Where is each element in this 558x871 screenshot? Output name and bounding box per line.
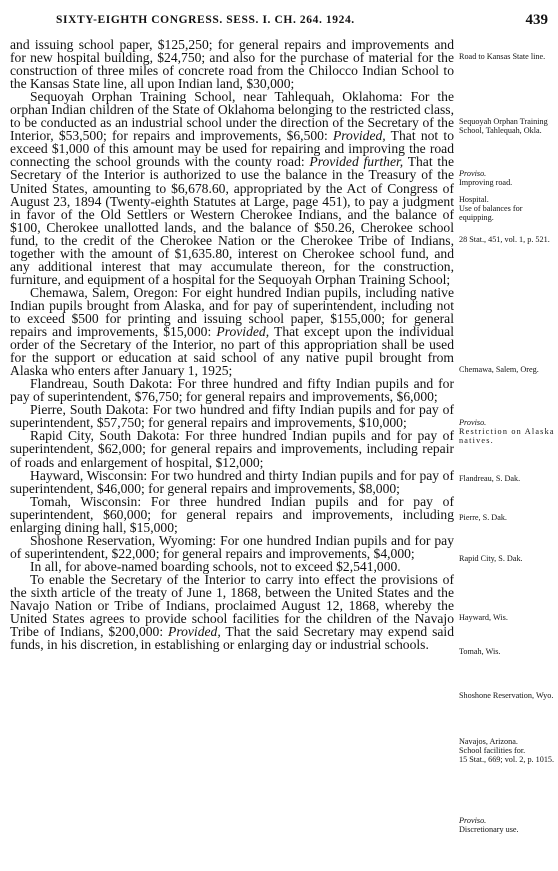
text-run: That not to exceed $1,000 of this amount may be used for repairing and improving the road connecting the school grounds with the county road: bbox=[10, 128, 454, 170]
text-run: Chemawa, Salem, Oregon: For eight hundred Indian pupils, including native Indian pupils brought from Alaska, and for pay of superintendent, including not to exceed $500 for printing and issuing school paper, $155,000; for general repairs and improvements, $15,000: bbox=[10, 284, 454, 340]
note-line: Tomah, Wis. bbox=[459, 647, 501, 656]
paragraph-tomah: Tomah, Wisconsin: For three hundred Indian pupils and for pay of superintendent, $60,000; for general repairs and improvements, including enlarging dining hall, $15,000; bbox=[10, 493, 454, 535]
text-run: To enable the Secretary of the Interior to carry into effect the provisions of the sixth article of the treaty of June 1, 1868, between the United States and the Navajo Nation or Tribe of Indians, proclaimed August 12, 1868, whereby the United States agrees to provide school facilities for the children of the Navajo Tribe of Indians, $200,000: bbox=[10, 571, 454, 640]
note-line: Discretionary use. bbox=[459, 824, 519, 834]
note-line: School facilities for. bbox=[459, 745, 526, 755]
margin-note-hayward bbox=[459, 614, 555, 623]
paragraph-hayward: Hayward, Wisconsin: For two hundred and thirty Indian pupils and for pay of superintendent, $46,000; for general repairs and improvements, $8,000; bbox=[10, 467, 454, 496]
note-line: Proviso. bbox=[459, 169, 487, 178]
proviso-term: Provided, bbox=[216, 324, 270, 340]
note-line: Rapid City, S. Dak. bbox=[459, 554, 523, 563]
note-line: Flandreau, S. Dak. bbox=[459, 474, 521, 483]
paragraph-flandreau: Flandreau, South Dakota: For three hundred and fifty Indian pupils and for pay of superintendent, $76,750; for general repairs and improvements, $6,000; bbox=[10, 376, 454, 405]
paragraph-navajo bbox=[10, 573, 454, 651]
margin-note-navajos bbox=[459, 738, 555, 764]
note-line: Use of balances for equipping. bbox=[459, 203, 523, 222]
note-line: 28 Stat., 451, vol. 1, p. 521. bbox=[459, 235, 550, 244]
note-line: Hayward, Wis. bbox=[459, 613, 508, 622]
note-line: Chemawa, Salem, Oreg. bbox=[459, 365, 539, 374]
running-title: SIXTY-EIGHTH CONGRESS. SESS. I. CH. 264. 1924. bbox=[56, 14, 355, 26]
note-line: Restriction on Alaska natives. bbox=[459, 426, 555, 445]
paragraph-shoshone: Shoshone Reservation, Wyoming: For one hundred Indian pupils and for pay of superintendent, $22,000; for general repairs and improvements, $4,000; bbox=[10, 532, 454, 561]
paragraph-total: In all, for above-named boarding schools, not to exceed $2,541,000. bbox=[30, 558, 401, 574]
paragraph-chemawa bbox=[10, 286, 454, 377]
paragraph-pierre: Pierre, South Dakota: For two hundred and fifty Indian pupils and for pay of superintendent, $57,750; for general repairs and improvements, $10,000; bbox=[10, 402, 454, 431]
margin-note-chemawa bbox=[459, 366, 555, 375]
text-run: Sequoyah Orphan Training School, near Tahlequah, Oklahoma: For the orphan Indian children of the State of Oklahoma belonging to the restricted class, to be conducted as an industrial school under the direction of the Secretary of the Interior, $53,500; for repairs and improvements, $6,500: bbox=[10, 89, 454, 144]
paragraph-sequoyah bbox=[10, 90, 454, 286]
margin-note-shoshone bbox=[459, 692, 555, 701]
note-line: 15 Stat., 669; vol. 2, p. 1015. bbox=[459, 754, 555, 764]
margin-note-kansas-road bbox=[459, 53, 555, 62]
text-run: That the Secretary of the Interior is authorized to use the balance in the Treasury of the United States, amounting to $6,678.60, appropriated by the Act of Congress of August 23, 1894 (Twenty-eighth Statutes at Large, page 451), to pay a judgment in favor of the Old Settlers or Western Cherokee Indians, and the balance of $100, Cherokee unallotted lands, and the balance of $50.26, Cherokee school fund, to the credit of the Cherokee Nation or the Cherokee Tribe of Indians, together with the amount of $1,635.80, interest on Cherokee school fund, and any additional interest that may accumulate thereon, for the construction, furniture, and equipment of a hospital for the Sequoyah Orphan Training School; bbox=[10, 154, 454, 287]
page-number: 439 bbox=[525, 12, 548, 28]
paragraph-rapid-city: Rapid City, South Dakota: For three hundred Indian pupils and for pay of superintendent, $62,000; for general repairs and improvements, including repair of roads and enlargement of hospital, $12,000; bbox=[10, 428, 454, 470]
statute-body bbox=[10, 38, 454, 651]
proviso-term: Provided, bbox=[168, 624, 221, 640]
note-line: Hospital. bbox=[459, 195, 489, 204]
margin-note-proviso-discretionary bbox=[459, 817, 555, 835]
margin-note-flandreau bbox=[459, 475, 555, 484]
note-line: Proviso. bbox=[459, 816, 487, 825]
note-line: Improving road. bbox=[459, 177, 513, 187]
note-line: Proviso. bbox=[459, 418, 487, 427]
paragraph-chilocco: and issuing school paper, $125,250; for general repairs and improvements and for new hospital building, $24,750; and also for the purchase of material for the construction of three miles of concrete road from the Chilocco Indian School to the Kansas State line, all upon Indian land, $30,000; bbox=[10, 37, 454, 92]
margin-note-proviso-road bbox=[459, 170, 555, 188]
proviso-term: Provided, bbox=[332, 128, 386, 144]
margin-note-statute-citation bbox=[459, 236, 555, 245]
text-run: That except upon the individual order of the Secretary of the Interior, no part of this appropriation shall be used for the support or education at said school of any native pupil brought from Alaska who enters after January 1, 1925; bbox=[10, 324, 454, 379]
proviso-term: Provided further, bbox=[309, 154, 404, 170]
note-line: Navajos, Arizona. bbox=[459, 737, 518, 746]
margin-note-rapid-city bbox=[459, 555, 555, 564]
margin-note-proviso-alaska bbox=[459, 419, 555, 445]
margin-note-hospital bbox=[459, 196, 555, 222]
note-line: Sequoyah Orphan Training School, Tahlequah, Okla. bbox=[459, 117, 548, 135]
page-header bbox=[56, 12, 550, 30]
note-line: Road to Kansas State line. bbox=[459, 52, 546, 61]
margin-note-sequoyah bbox=[459, 118, 555, 136]
margin-note-pierre bbox=[459, 514, 555, 523]
text-run: That the said Secretary may expend said funds, in his discretion, in establishing or enlarging day or industrial schools. bbox=[10, 624, 455, 653]
note-line: Pierre, S. Dak. bbox=[459, 513, 507, 522]
margin-note-tomah bbox=[459, 648, 555, 657]
note-line: Shoshone Reservation, Wyo. bbox=[459, 691, 554, 700]
